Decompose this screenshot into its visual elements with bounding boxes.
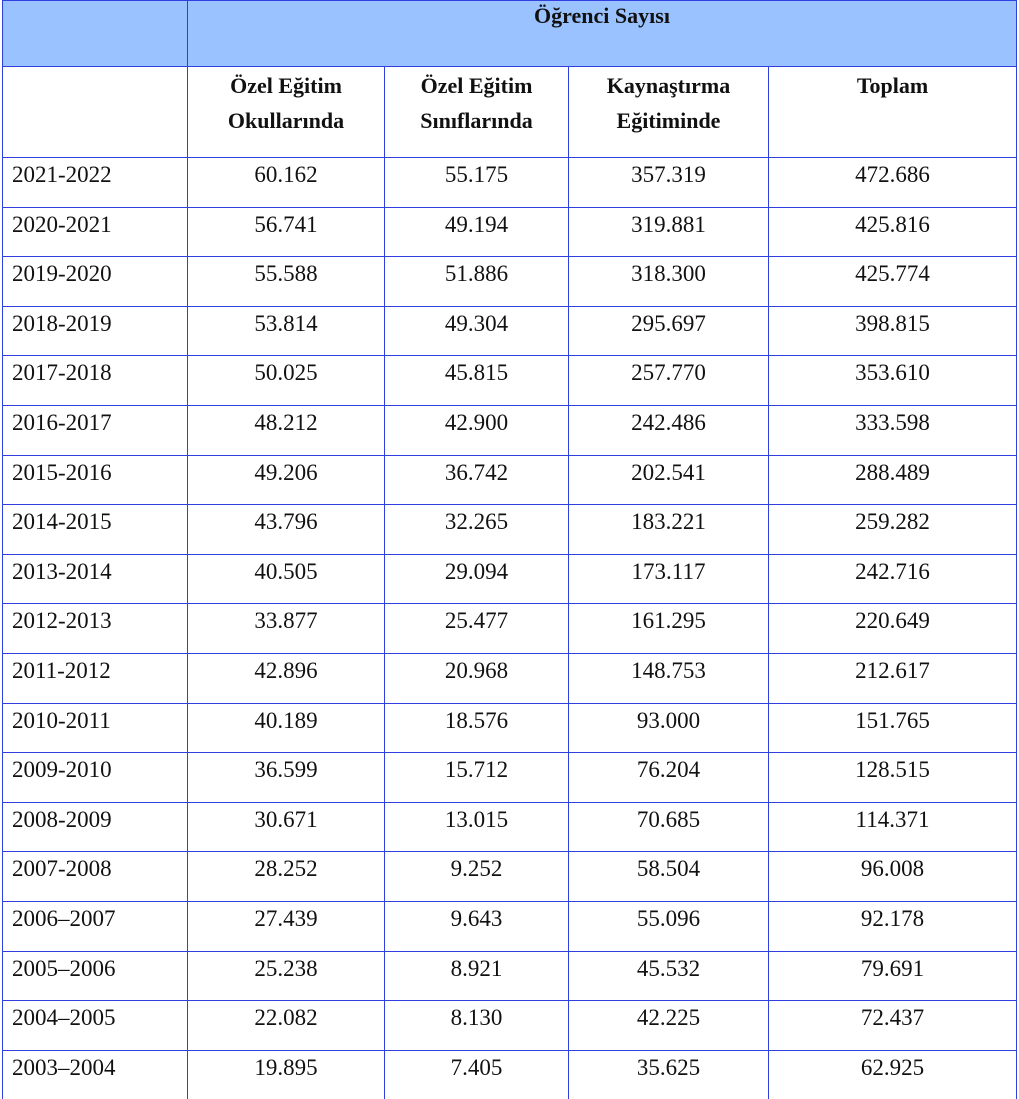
inclusive-education-cell: 55.096 xyxy=(569,901,769,951)
special-schools-cell: 36.599 xyxy=(188,753,385,803)
table-row xyxy=(3,852,1017,902)
table-row xyxy=(3,306,1017,356)
special-schools-cell: 28.252 xyxy=(188,852,385,902)
special-schools-cell: 50.025 xyxy=(188,356,385,406)
special-schools-cell: 56.741 xyxy=(188,207,385,257)
column-header-special-classes xyxy=(385,67,569,158)
special-classes-cell: 8.130 xyxy=(385,1001,569,1051)
special-schools-cell: 60.162 xyxy=(188,158,385,208)
special-classes-cell: 18.576 xyxy=(385,703,569,753)
column-header-line: Sınıflarında xyxy=(385,103,568,138)
total-cell: 62.925 xyxy=(769,1050,1017,1099)
special-classes-cell: 9.643 xyxy=(385,901,569,951)
special-classes-cell: 51.886 xyxy=(385,257,569,307)
table-row xyxy=(3,951,1017,1001)
inclusive-education-cell: 242.486 xyxy=(569,405,769,455)
column-header-line: Toplam xyxy=(769,68,1016,103)
student-count-table xyxy=(2,0,1017,1099)
special-schools-cell: 55.588 xyxy=(188,257,385,307)
year-cell: 2011-2012 xyxy=(3,653,188,703)
special-classes-cell: 49.194 xyxy=(385,207,569,257)
total-cell: 151.765 xyxy=(769,703,1017,753)
special-schools-cell: 43.796 xyxy=(188,505,385,555)
group-header-row xyxy=(3,1,1017,67)
inclusive-education-cell: 45.532 xyxy=(569,951,769,1001)
total-cell: 333.598 xyxy=(769,405,1017,455)
year-cell: 2021-2022 xyxy=(3,158,188,208)
column-header-line: Özel Eğitim xyxy=(188,68,384,103)
special-classes-cell: 55.175 xyxy=(385,158,569,208)
special-schools-cell: 25.238 xyxy=(188,951,385,1001)
inclusive-education-cell: 319.881 xyxy=(569,207,769,257)
special-classes-cell: 8.921 xyxy=(385,951,569,1001)
total-cell: 288.489 xyxy=(769,455,1017,505)
year-header-cell xyxy=(3,67,188,158)
column-header-line: Kaynaştırma xyxy=(569,68,768,103)
year-cell: 2005–2006 xyxy=(3,951,188,1001)
special-classes-cell: 36.742 xyxy=(385,455,569,505)
special-schools-cell: 49.206 xyxy=(188,455,385,505)
special-schools-cell: 53.814 xyxy=(188,306,385,356)
year-cell: 2006–2007 xyxy=(3,901,188,951)
total-cell: 398.815 xyxy=(769,306,1017,356)
inclusive-education-cell: 35.625 xyxy=(569,1050,769,1099)
inclusive-education-cell: 318.300 xyxy=(569,257,769,307)
column-header-row xyxy=(3,67,1017,158)
table-row xyxy=(3,653,1017,703)
year-cell: 2016-2017 xyxy=(3,405,188,455)
special-classes-cell: 42.900 xyxy=(385,405,569,455)
inclusive-education-cell: 161.295 xyxy=(569,604,769,654)
year-cell: 2008-2009 xyxy=(3,802,188,852)
inclusive-education-cell: 58.504 xyxy=(569,852,769,902)
total-cell: 242.716 xyxy=(769,554,1017,604)
special-schools-cell: 40.189 xyxy=(188,703,385,753)
table-row xyxy=(3,1001,1017,1051)
special-classes-cell: 13.015 xyxy=(385,802,569,852)
special-classes-cell: 49.304 xyxy=(385,306,569,356)
total-cell: 259.282 xyxy=(769,505,1017,555)
table-row xyxy=(3,257,1017,307)
special-classes-cell: 15.712 xyxy=(385,753,569,803)
special-classes-cell: 7.405 xyxy=(385,1050,569,1099)
table-row xyxy=(3,356,1017,406)
table-row xyxy=(3,505,1017,555)
inclusive-education-cell: 42.225 xyxy=(569,1001,769,1051)
year-cell: 2010-2011 xyxy=(3,703,188,753)
special-schools-cell: 33.877 xyxy=(188,604,385,654)
inclusive-education-cell: 76.204 xyxy=(569,753,769,803)
table-row xyxy=(3,207,1017,257)
special-classes-cell: 45.815 xyxy=(385,356,569,406)
column-header-total xyxy=(769,67,1017,158)
table-row xyxy=(3,753,1017,803)
table-body xyxy=(3,1,1017,1099)
total-cell: 212.617 xyxy=(769,653,1017,703)
special-classes-cell: 25.477 xyxy=(385,604,569,654)
inclusive-education-cell: 202.541 xyxy=(569,455,769,505)
table-row xyxy=(3,901,1017,951)
column-header-line: Okullarında xyxy=(188,103,384,138)
special-classes-cell: 20.968 xyxy=(385,653,569,703)
table-row xyxy=(3,802,1017,852)
year-cell: 2009-2010 xyxy=(3,753,188,803)
year-cell: 2004–2005 xyxy=(3,1001,188,1051)
total-cell: 96.008 xyxy=(769,852,1017,902)
special-schools-cell: 40.505 xyxy=(188,554,385,604)
special-schools-cell: 22.082 xyxy=(188,1001,385,1051)
table-row xyxy=(3,405,1017,455)
inclusive-education-cell: 257.770 xyxy=(569,356,769,406)
table-row xyxy=(3,604,1017,654)
table-row xyxy=(3,455,1017,505)
year-cell: 2017-2018 xyxy=(3,356,188,406)
special-classes-cell: 29.094 xyxy=(385,554,569,604)
total-cell: 114.371 xyxy=(769,802,1017,852)
year-cell: 2014-2015 xyxy=(3,505,188,555)
year-cell: 2018-2019 xyxy=(3,306,188,356)
year-cell: 2013-2014 xyxy=(3,554,188,604)
year-cell: 2015-2016 xyxy=(3,455,188,505)
special-schools-cell: 48.212 xyxy=(188,405,385,455)
total-cell: 472.686 xyxy=(769,158,1017,208)
total-cell: 72.437 xyxy=(769,1001,1017,1051)
inclusive-education-cell: 173.117 xyxy=(569,554,769,604)
column-header-line: Özel Eğitim xyxy=(385,68,568,103)
empty-header-cell xyxy=(3,1,188,67)
year-cell: 2003–2004 xyxy=(3,1050,188,1099)
table-row xyxy=(3,554,1017,604)
column-header-inclusive-education xyxy=(569,67,769,158)
inclusive-education-cell: 93.000 xyxy=(569,703,769,753)
inclusive-education-cell: 183.221 xyxy=(569,505,769,555)
year-cell: 2012-2013 xyxy=(3,604,188,654)
total-cell: 128.515 xyxy=(769,753,1017,803)
inclusive-education-cell: 70.685 xyxy=(569,802,769,852)
column-header-special-schools xyxy=(188,67,385,158)
column-header-line: Eğitiminde xyxy=(569,103,768,138)
special-schools-cell: 19.895 xyxy=(188,1050,385,1099)
year-cell: 2019-2020 xyxy=(3,257,188,307)
total-cell: 353.610 xyxy=(769,356,1017,406)
total-cell: 92.178 xyxy=(769,901,1017,951)
total-cell: 220.649 xyxy=(769,604,1017,654)
special-classes-cell: 32.265 xyxy=(385,505,569,555)
table-row xyxy=(3,158,1017,208)
inclusive-education-cell: 148.753 xyxy=(569,653,769,703)
special-schools-cell: 27.439 xyxy=(188,901,385,951)
inclusive-education-cell: 295.697 xyxy=(569,306,769,356)
table-row xyxy=(3,1050,1017,1099)
student-count-table-frame xyxy=(2,0,1017,1099)
special-classes-cell: 9.252 xyxy=(385,852,569,902)
year-cell: 2007-2008 xyxy=(3,852,188,902)
total-cell: 425.816 xyxy=(769,207,1017,257)
special-schools-cell: 30.671 xyxy=(188,802,385,852)
inclusive-education-cell: 357.319 xyxy=(569,158,769,208)
special-schools-cell: 42.896 xyxy=(188,653,385,703)
table-row xyxy=(3,703,1017,753)
total-cell: 425.774 xyxy=(769,257,1017,307)
group-header-title: Öğrenci Sayısı xyxy=(188,1,1017,67)
year-cell: 2020-2021 xyxy=(3,207,188,257)
total-cell: 79.691 xyxy=(769,951,1017,1001)
